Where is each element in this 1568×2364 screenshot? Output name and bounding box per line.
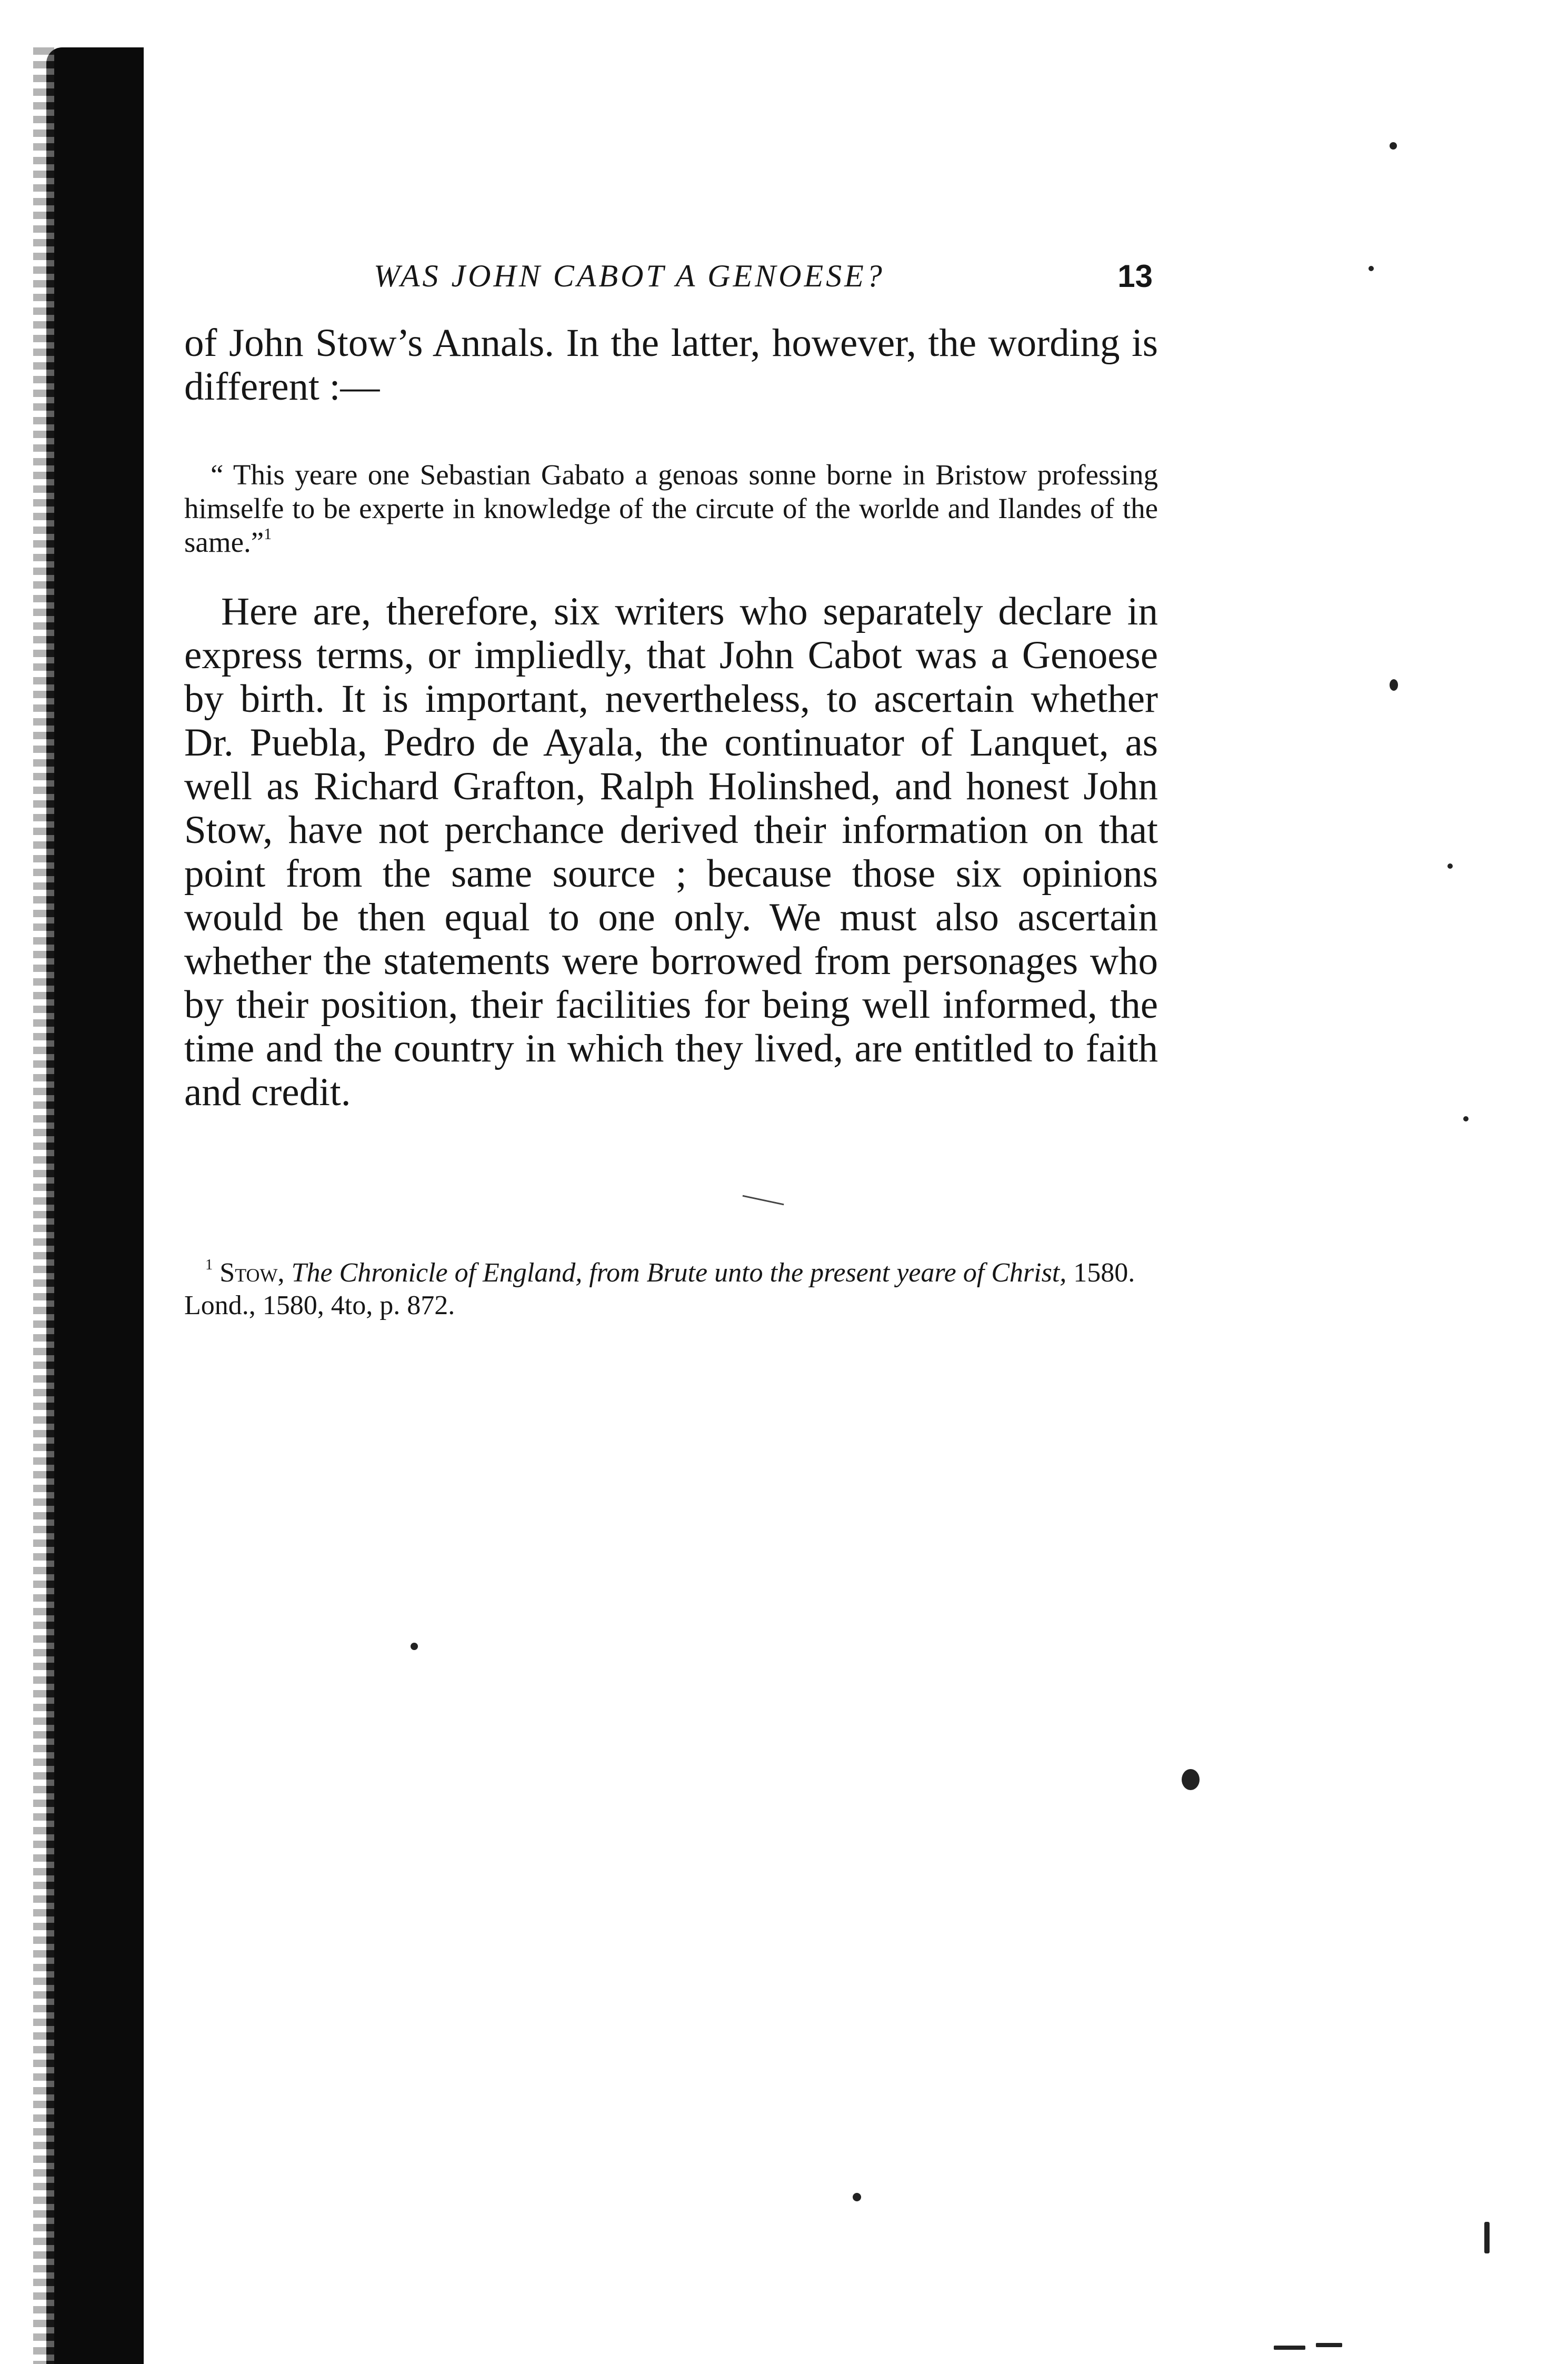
scan-speck (1463, 1116, 1469, 1121)
book-page (184, 226, 1158, 1343)
stray-mark (743, 1195, 784, 1206)
footnote-details: 1580. Lond., 1580, 4to, p. 872. (184, 1258, 1135, 1320)
lead-paragraph: of John Stow’s Annals. In the latter, however, the wording is different :— (184, 321, 1158, 409)
book-binding-edge (46, 47, 144, 2364)
page-number: 13 (1117, 259, 1153, 294)
scan-speck (1484, 2222, 1490, 2253)
quote-footnote-ref: 1 (264, 524, 272, 543)
quote-text: “ This yeare one Sebastian Gabato a genoas sonne borne in Bristow professing himselfe to be experte in knowledge of the circute of the worlde and Ilandes of the same.” (184, 459, 1158, 558)
running-title: WAS JOHN CABOT A GENOESE? (374, 259, 885, 293)
running-head (184, 258, 1158, 316)
scan-speck (1447, 863, 1453, 869)
scan-speck (1316, 2343, 1342, 2347)
scan-speck (1390, 142, 1397, 150)
footnote-number: 1 (205, 1257, 213, 1274)
scan-speck (1274, 2346, 1305, 2350)
scan-speck (1182, 1769, 1200, 1790)
scan-speck (1390, 679, 1398, 691)
block-quote (184, 458, 1158, 559)
footnote-title: The Chronicle of England, from Brute unto the present yeare of Christ, (291, 1258, 1067, 1288)
scan-speck (411, 1643, 418, 1650)
scan-speck (1369, 266, 1374, 271)
footnote-author: Stow, (219, 1258, 285, 1288)
main-paragraph: Here are, therefore, six writers who separately declare in express terms, or impliedly, that John Cabot was a Genoese by birth. It is important, nevertheless, to ascertain whether Dr. Puebla, Pedro de Ayala, the continuator of Lanquet, as well as Richard Grafton, Ralph Holinshed, and honest John Stow, have not perchance derived their information on that point from the same source ; because those six opinions would be then equal to one only. We must also ascertain whether the statements were borrowed from personages who by their position, their facilities for being well informed, the time and the country in which they lived, are entitled to faith and credit. (184, 590, 1158, 1114)
scan-speck (853, 2193, 861, 2201)
footnote (184, 1257, 1158, 1322)
